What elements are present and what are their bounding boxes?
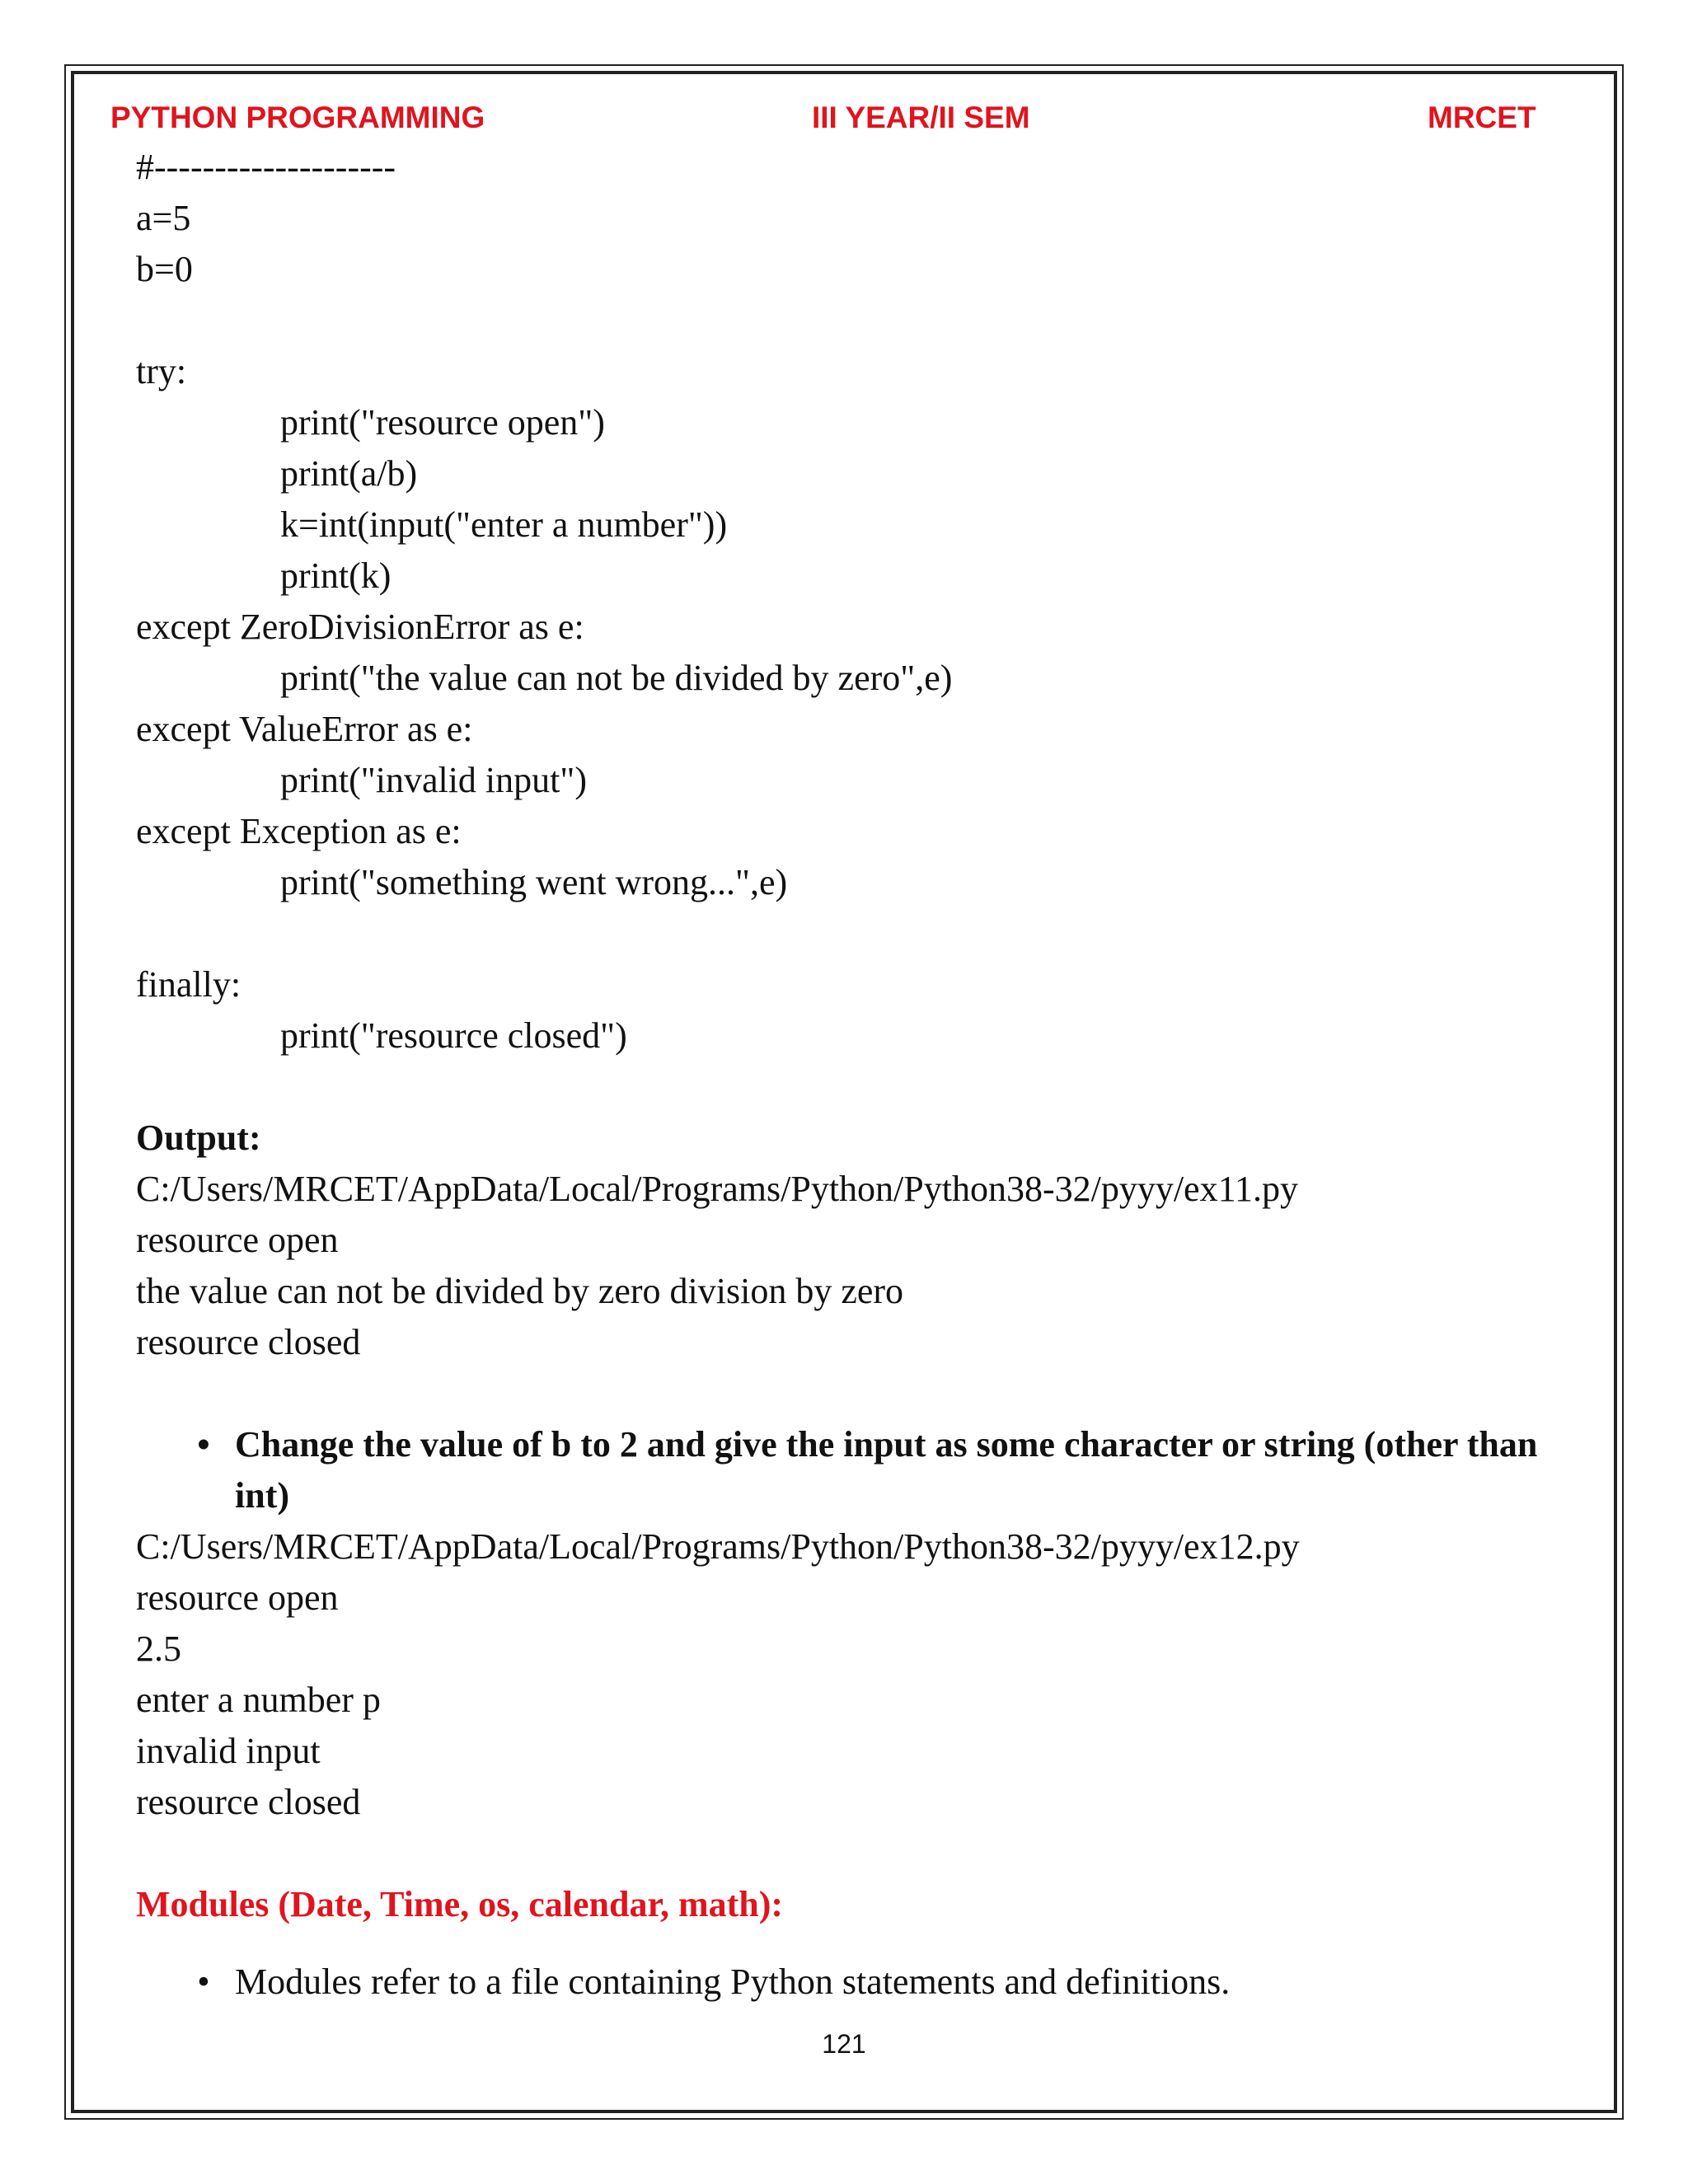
header-year-sem: III YEAR/II SEM (812, 101, 1030, 134)
blank-line (136, 908, 1587, 959)
code-line: print(a/b) (280, 453, 418, 494)
header-institution: MRCET (1428, 101, 1536, 134)
bullet-instruction (136, 1419, 1587, 1521)
output-line: the value can not be divided by zero division by zero (136, 1271, 904, 1311)
page-number: 121 (822, 2029, 866, 2059)
output-heading: Output: (136, 1118, 261, 1158)
code-line: print(k) (280, 555, 392, 596)
bullet-text: Modules refer to a file containing Python statements and definitions. (235, 1961, 1231, 2002)
bullet-symbol: • (197, 1424, 210, 1465)
page-content (136, 142, 1587, 2008)
output-line: C:/Users/MRCET/AppData/Local/Programs/Python/Python38-32/pyyy/ex11.py (136, 1169, 1298, 1209)
code-line: print("resource open") (280, 402, 605, 443)
code-line: try: (136, 351, 187, 391)
blank-line (136, 1828, 1587, 1879)
blank-line (136, 1368, 1587, 1419)
code-line: print("resource closed") (280, 1015, 627, 1056)
header-course-title: PYTHON PROGRAMMING (110, 101, 485, 134)
output-line: resource closed (136, 1782, 361, 1822)
code-line: print("the value can not be divided by zero",e) (280, 658, 953, 698)
code-line: a=5 (136, 198, 191, 238)
blank-line (136, 1062, 1587, 1113)
code-line: except ValueError as e: (136, 709, 473, 749)
code-line: b=0 (136, 249, 193, 289)
code-line: k=int(input("enter a number")) (280, 504, 728, 545)
code-line: print("invalid input") (280, 760, 587, 800)
code-line: except ZeroDivisionError as e: (136, 607, 584, 647)
code-line: print("something went wrong...",e) (280, 862, 788, 902)
code-line: finally: (136, 964, 241, 1005)
bullet-modules (136, 1957, 1587, 2008)
output-line: 2.5 (136, 1629, 181, 1669)
section-heading-modules: Modules (Date, Time, os, calendar, math): (136, 1884, 784, 1924)
bullet-text: Change the value of b to 2 and give the input as some character or string (other than int) (235, 1424, 1538, 1516)
bullet-symbol: • (197, 1961, 210, 2002)
output-line: resource open (136, 1577, 339, 1618)
output-line: resource closed (136, 1322, 361, 1362)
output-line: invalid input (136, 1731, 321, 1771)
output-line: enter a number p (136, 1680, 381, 1720)
code-line: #-------------------- (136, 147, 396, 187)
output-line: C:/Users/MRCET/AppData/Local/Programs/Python/Python38-32/pyyy/ex12.py (136, 1526, 1300, 1567)
code-line: except Exception as e: (136, 811, 462, 851)
blank-line (136, 295, 1587, 346)
output-line: resource open (136, 1220, 339, 1260)
